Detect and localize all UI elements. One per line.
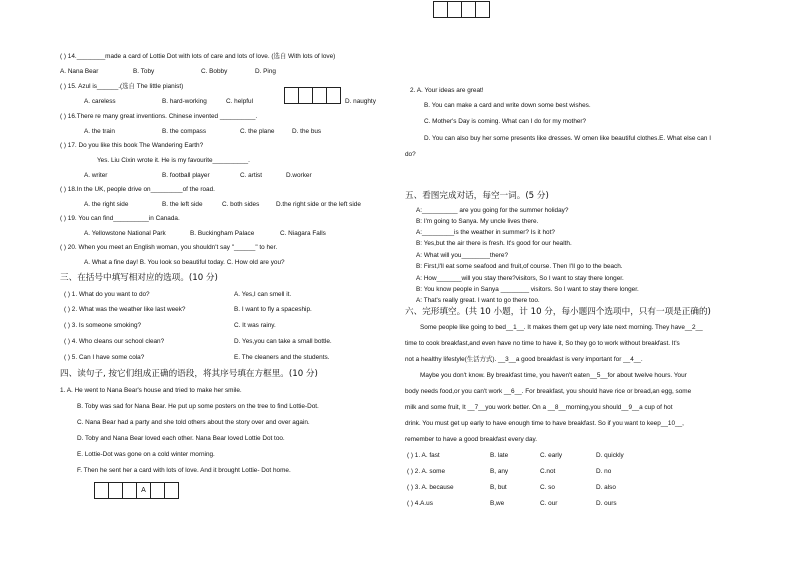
match-answer: C. It was rainy. bbox=[234, 322, 276, 329]
answer-box[interactable] bbox=[461, 1, 476, 18]
sentence: E. Lottie-Dot was gone on a cold winter morning. bbox=[77, 451, 215, 458]
answer-box[interactable] bbox=[164, 482, 179, 499]
option: B. late bbox=[490, 452, 509, 459]
answer-box[interactable]: A bbox=[136, 482, 151, 499]
match-answer: A. Yes,I can smell it. bbox=[234, 291, 292, 298]
section-6-title: 六、完形填空。(共 10 小题，计 10 分，每小题四个选项中，只有一项是正确的) bbox=[405, 307, 711, 317]
option: C. our bbox=[540, 500, 558, 507]
option: D. the bus bbox=[292, 128, 322, 135]
section-3-title: 三、在括号中填写相对应的选项。(10 分) bbox=[60, 273, 218, 283]
option: B, any bbox=[490, 468, 509, 475]
option: A. writer bbox=[84, 172, 108, 179]
option: C. Niagara Falls bbox=[280, 230, 326, 237]
question-20: ( ) 20. When you meet an English woman, you shouldn't say "______" to her. bbox=[60, 244, 278, 251]
option: C.not bbox=[540, 468, 556, 475]
option: C. both sides bbox=[222, 201, 260, 208]
sentence: C. Nana Bear had a party and she told others about the story over and over again. bbox=[77, 419, 310, 426]
match-answer: D. Yes,you can take a small bottle. bbox=[234, 338, 332, 345]
passage-line: drink. You must get up early to have enough time to have breakfast. So if you want to keep__10__, bbox=[405, 420, 684, 427]
passage-line: remember to have a good breakfast every day. bbox=[405, 436, 538, 443]
option: C. Bobby bbox=[201, 68, 228, 75]
option: A. the train bbox=[84, 128, 115, 135]
sentence: B. You can make a card and write down some best wishes. bbox=[424, 102, 591, 109]
top-answer-boxes bbox=[433, 1, 489, 18]
dialogue-line: B: Yes,but the air there is fresh. It's good for our health. bbox=[416, 240, 572, 247]
answer-boxes bbox=[284, 87, 340, 104]
option: C. so bbox=[540, 484, 555, 491]
dialogue-line: A: What will you________there? bbox=[416, 252, 509, 259]
option: B. Buckingham Palace bbox=[190, 230, 255, 237]
answer-box[interactable] bbox=[326, 87, 341, 104]
match-answer: B. I want to fly a spaceship. bbox=[234, 306, 312, 313]
question-18: ( ) 18.In the UK, people drive on_________of the road. bbox=[60, 186, 215, 193]
match-question: ( ) 5. Can I have some cola? bbox=[64, 354, 145, 361]
answer-box[interactable] bbox=[298, 87, 313, 104]
dialogue-line: B: I'm going to Sanya. My uncle lives there. bbox=[416, 218, 539, 225]
match-question: ( ) 4. Who cleans our school clean? bbox=[64, 338, 165, 345]
option: D. also bbox=[596, 484, 616, 491]
passage-line: Some people like going to bed__1__. It makes them get up very late next morning. They have__2__ bbox=[420, 324, 703, 331]
option: A. Yellowstone National Park bbox=[84, 230, 166, 237]
question-17-reply: Yes. Liu Cixin wrote it. He is my favourite__________. bbox=[97, 157, 250, 164]
option: ( ) 4.A.us bbox=[407, 500, 433, 507]
passage-line: body needs food,or you can't work __6__. For breakfast, you should have rice or bread,an egg, some bbox=[405, 388, 692, 395]
option: B. football player bbox=[162, 172, 210, 179]
option: D.the right side or the left side bbox=[276, 201, 361, 208]
option: D. no bbox=[596, 468, 612, 475]
sentence: D. Toby and Nana Bear loved each other. Nana Bear loved Lottie Dot too. bbox=[77, 435, 285, 442]
dialogue-line: A:__________ are you going for the summer holiday? bbox=[416, 207, 569, 214]
option: A. Nana Bear bbox=[60, 68, 99, 75]
option: ( ) 3. A. because bbox=[407, 484, 454, 491]
option: D. quickly bbox=[596, 452, 624, 459]
option: B. the left side bbox=[162, 201, 203, 208]
option: D.worker bbox=[286, 172, 312, 179]
answer-box[interactable] bbox=[94, 482, 109, 499]
sentence: C. Mother's Day is coming. What can I do for my mother? bbox=[424, 118, 587, 125]
option: B,we bbox=[490, 500, 505, 507]
option: B. the compass bbox=[162, 128, 207, 135]
answer-box[interactable] bbox=[312, 87, 327, 104]
answer-box[interactable] bbox=[475, 1, 490, 18]
match-answer: E. The cleaners and the students. bbox=[234, 354, 330, 361]
answer-box[interactable] bbox=[284, 87, 299, 104]
sentence: B. Toby was sad for Nana Bear. He put up some posters on the tree to find Lottie-Dot. bbox=[77, 403, 319, 410]
question-19: ( ) 19. You can find__________in Canada. bbox=[60, 215, 180, 222]
option: B. Toby bbox=[133, 68, 155, 75]
option: C. early bbox=[540, 452, 563, 459]
option: C. helpful bbox=[226, 98, 253, 105]
option: C. artist bbox=[240, 172, 263, 179]
option: B. hard-working bbox=[162, 98, 207, 105]
answer-box[interactable] bbox=[433, 1, 448, 18]
section-5-title: 五、看图完成对话，每空一词。(5 分) bbox=[405, 191, 549, 201]
dialogue-line: A: That's really great. I want to go there too. bbox=[416, 297, 540, 304]
match-question: ( ) 3. Is someone smoking? bbox=[64, 322, 142, 329]
passage-line: Maybe you don't know. By breakfast time, you haven't eaten__5__for about twelve hours. Your bbox=[420, 372, 687, 379]
option: B, but bbox=[490, 484, 507, 491]
option: ( ) 1. A. fast bbox=[407, 452, 440, 459]
option: C. the plane bbox=[240, 128, 275, 135]
dialogue-line: B: You know people in Sanya ________ visitors. So I want to stay there longer. bbox=[416, 286, 639, 293]
match-question: ( ) 1. What do you want to do? bbox=[64, 291, 150, 298]
answer-box[interactable] bbox=[150, 482, 165, 499]
option: D. ours bbox=[596, 500, 617, 507]
dialogue-line: A: How_______will you stay there?visitors, So I want to stay there longer. bbox=[416, 275, 624, 282]
question-15: ( ) 15. Azul is______.(选自 The little pianist) bbox=[60, 83, 184, 90]
sentence: D. You can also buy her some presents like dresses. W omen like beautiful clothes.E. What else can I bbox=[424, 135, 712, 142]
match-question: ( ) 2. What was the weather like last week? bbox=[64, 306, 186, 313]
option: A. careless bbox=[84, 98, 116, 105]
sentence: 2. A. Your ideas are great! bbox=[410, 87, 484, 94]
question-17: ( ) 17. Do you like this book The Wandering Earth? bbox=[60, 142, 204, 149]
option-row: A. What a fine day! B. You look so beautiful today. C. How old are you? bbox=[84, 259, 285, 266]
option: D. Ping bbox=[255, 68, 276, 75]
passage-line: not a healthy lifestyle(生活方式). __3__a good breakfast is very important for __4__. bbox=[405, 356, 643, 363]
dialogue-line: A:_________is the weather in summer? Is it hot? bbox=[416, 229, 555, 236]
sentence: do? bbox=[405, 151, 416, 158]
option: ( ) 2. A. some bbox=[407, 468, 446, 475]
option: A. the right side bbox=[84, 201, 129, 208]
dialogue-line: B: First,I'll eat some seafood and fruit,of course. Then I'll go to the beach. bbox=[416, 263, 623, 270]
passage-line: time to cook breakfast,and even have no time to have it, So they go to work without breakfast. It's bbox=[405, 340, 680, 347]
passage-line: milk and some fruit, It __7__you work better. On a __8__morning,you should__9__a cup of hot bbox=[405, 404, 673, 411]
sentence: 1. A. He went to Nana Bear's house and tried to make her smile. bbox=[60, 387, 242, 394]
question-16: ( ) 16.There re many great inventions. Chinese invented __________. bbox=[60, 113, 258, 120]
question-14: ( ) 14.________made a card of Lottie Dot with lots of care and lots of love. (选自 With lots of love) bbox=[60, 53, 336, 60]
section-4-title: 四、读句子, 按它们组成正确的语段，将其序号填在方框里。(10 分) bbox=[60, 369, 318, 379]
option: D. naughty bbox=[345, 98, 376, 105]
sentence: F. Then he sent her a card with lots of love. And it brought Lottie- Dot home. bbox=[77, 467, 291, 474]
answer-box[interactable] bbox=[108, 482, 123, 499]
answer-box[interactable] bbox=[447, 1, 462, 18]
order-boxes bbox=[94, 482, 178, 499]
answer-box[interactable] bbox=[122, 482, 137, 499]
